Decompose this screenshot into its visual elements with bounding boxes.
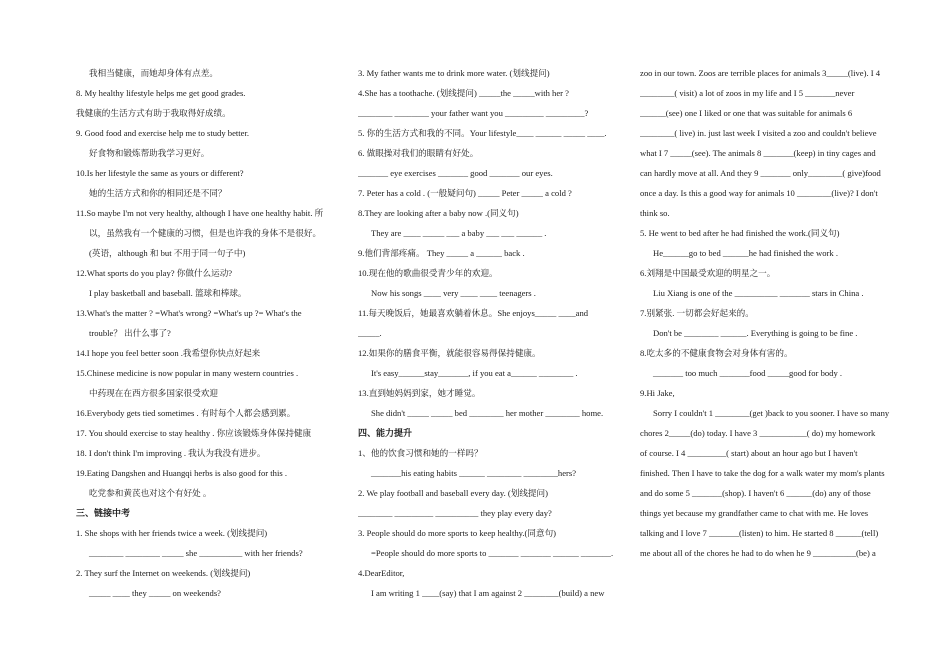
- text-line: _______ too much _______food _____good for body .: [653, 368, 843, 378]
- text-line: things yet because my grandfather came to chat with me. He loves: [640, 508, 869, 518]
- text-line: 12.What sports do you play? 你做什么运动?: [76, 268, 233, 278]
- text-line: 2. We play football and baseball every day. (划线提问): [358, 488, 548, 498]
- text-line: 8. My healthy lifestyle helps me get good grades.: [76, 88, 246, 98]
- text-line: =People should do more sports to _______ _______ ______ _______.: [371, 548, 614, 558]
- text-line: (英语，although 和 but 不用于同一句子中): [89, 248, 246, 258]
- text-line: I am writing 1 ____(say) that I am against 2 ________(build) a new: [371, 588, 605, 598]
- text-line: 9. Good food and exercise help me to study better.: [76, 128, 250, 138]
- text-line: 我健康的生活方式有助于我取得好成绩。: [76, 108, 231, 118]
- text-line: 13.直到她妈妈到家，她才睡觉。: [358, 388, 481, 398]
- text-line: 3. My father wants me to drink more water. (划线提问): [358, 68, 550, 78]
- text-line: what I 7 _____(see). The animals 8 _______(keep) in tiny cages and: [640, 148, 876, 158]
- text-line: _______ eye exercises _______ good _______ our eyes.: [358, 168, 553, 178]
- text-line: finished. Then I have to take the dog for a walk water my mom's plants: [640, 468, 885, 478]
- text-line: Now his songs ____ very ____ ____ teenagers .: [371, 288, 536, 298]
- text-line: 10.Is her lifestyle the same as yours or different?: [76, 168, 244, 178]
- text-line: trouble？ 出什么事了?: [89, 328, 171, 338]
- text-line: once a day. Is this a good way for animals 10 ________(live)? I don't: [640, 188, 878, 198]
- text-line: 8.吃太多的不健康食物会对身体有害的。: [640, 348, 793, 358]
- text-line: 11.So maybe I'm not very healthy, although I have one healthy habit. 所: [76, 208, 324, 218]
- text-line: chores 2_____(do) today. I have 3 ___________( do) my homework: [640, 428, 876, 438]
- text-line: 她的生活方式和你的相同还是不同？: [89, 188, 227, 198]
- text-line: Sorry I couldn't 1 ________(get )back to you sooner. I have so many: [653, 408, 890, 418]
- text-line: 中药现在在西方很多国家很受欢迎: [89, 388, 218, 398]
- text-line: 16.Everybody gets tied sometimes . 有时每个人都会感到累。: [76, 408, 296, 418]
- text-line: _____ ____ they _____ on weekends?: [89, 588, 221, 598]
- column-left: [76, 63, 344, 603]
- text-line: 7.别紧张. 一切都会好起来的。: [640, 308, 754, 318]
- text-line: 我相当健康，而她却身体有点差。: [89, 68, 218, 78]
- text-line: 以，虽然我有一个健康的习惯，但是也许我的身体不是很好。: [89, 228, 322, 238]
- column-middle: [358, 63, 622, 603]
- section-heading: 四、能力提升: [358, 428, 413, 438]
- text-line: 8.They are looking after a baby now .(同义句): [358, 208, 519, 218]
- text-line: 5. 你的生活方式和我的不同。Your lifestyle____ ______ _____ ____.: [358, 128, 607, 138]
- text-line: Liu Xiang is one of the __________ _______ stars in China .: [653, 288, 864, 298]
- text-line: 15.Chinese medicine is now popular in many western countries .: [76, 368, 299, 378]
- text-line: talking and I love 7 _______(listen) to him. He started 8 ______(tell): [640, 528, 879, 538]
- text-line: 19.Eating Dangshen and Huangqi herbs is also good for this .: [76, 468, 287, 478]
- text-line: 18. I don't think I'm improving . 我认为我没有进步。: [76, 448, 266, 458]
- text-line: 2. They surf the Internet on weekends. (划线提问): [76, 568, 251, 578]
- text-line: 14.I hope you feel better soon .我希望你快点好起来: [76, 348, 261, 358]
- text-line: 4.DearEditor,: [358, 568, 405, 578]
- text-line: 11.每天晚饭后，她最喜欢躺着休息。She enjoys_____ ____and: [358, 308, 589, 318]
- text-line: 5. He went to bed after he had finished the work.(同义句): [640, 228, 840, 238]
- text-line: They are ____ _____ ___ a baby ___ ___ ______ .: [371, 228, 547, 238]
- text-line: can hardly move at all. And they 9 _______ only________( give)food: [640, 168, 881, 178]
- text-line: 3. People should do more sports to keep healthy.(同意句): [358, 528, 557, 538]
- text-line: 10.现在他的歌曲很受青少年的欢迎。: [358, 268, 498, 278]
- text-line: me about all of the chores he had to do when he 9 __________(be) a: [640, 548, 876, 558]
- text-line: 17. You should exercise to stay healthy . 你应该锻炼身体保持健康: [76, 428, 312, 438]
- text-line: 6. 做眼操对我们的眼睛有好处。: [358, 148, 479, 158]
- text-line: He______go to bed ______he had finished the work .: [653, 248, 838, 258]
- text-line: and do some 5 _______(shop). I haven't 6 ______(do) any of those: [640, 488, 871, 498]
- text-line: 1、他的饮食习惯和她的一样吗？: [358, 448, 483, 458]
- text-line: 12.如果你的膳食平衡，就能很容易得保持健康。: [358, 348, 541, 358]
- text-line: 9.他们背部疼痛。 They _____ a ______ back .: [358, 248, 525, 258]
- text-line: It's easy______stay_______, if you eat a______ ________ .: [371, 368, 578, 378]
- text-line: of course. I 4 _________( start) about an hour ago but I haven't: [640, 448, 858, 458]
- text-line: 13.What's the matter ? =What's wrong? =What's up ?= What's the: [76, 308, 302, 318]
- text-line: ______(see) one I liked or one that was suitable for animals 6: [640, 108, 853, 118]
- text-line: Don't be ________ ______. Everything is going to be fine .: [653, 328, 858, 338]
- text-line: zoo in our town. Zoos are terrible places for animals 3_____(live). I 4: [640, 68, 881, 78]
- text-line: 好食物和锻炼帮助我学习更好。: [89, 148, 210, 158]
- text-line: 9.Hi Jake,: [640, 388, 675, 398]
- text-line: _____.: [358, 328, 382, 338]
- text-line: 1. She shops with her friends twice a week. (划线提问): [76, 528, 268, 538]
- column-right: [640, 63, 902, 563]
- text-line: ________ ________ _____ she __________ with her friends?: [89, 548, 303, 558]
- text-line: 6.刘翔是中国最受欢迎的明星之一。: [640, 268, 776, 278]
- text-line: 4.She has a toothache. (划线提问) _____the _____with her ?: [358, 88, 569, 98]
- text-line: 吃党参和黄芪也对这个有好处 。: [89, 488, 212, 498]
- section-heading: 三、链接中考: [76, 508, 131, 518]
- text-line: ________( visit) a lot of zoos in my life and I 5 _______never: [640, 88, 855, 98]
- text-line: ________ ________ your father want you _________ _________?: [358, 108, 589, 118]
- text-line: ________( live) in. just last week I visited a zoo and couldn't believe: [640, 128, 877, 138]
- text-line: ________ _________ __________ they play every day?: [358, 508, 552, 518]
- text-line: think so.: [640, 208, 670, 218]
- text-line: She didn't _____ _____ bed ________ her mother ________ home.: [371, 408, 604, 418]
- text-line: I play basketball and baseball. 篮球和棒球。: [89, 288, 247, 298]
- text-line: _______his eating habits ______ ________ ________hers?: [371, 468, 577, 478]
- text-line: 7. Peter has a cold . (一般疑问句) _____ Peter _____ a cold ?: [358, 188, 572, 198]
